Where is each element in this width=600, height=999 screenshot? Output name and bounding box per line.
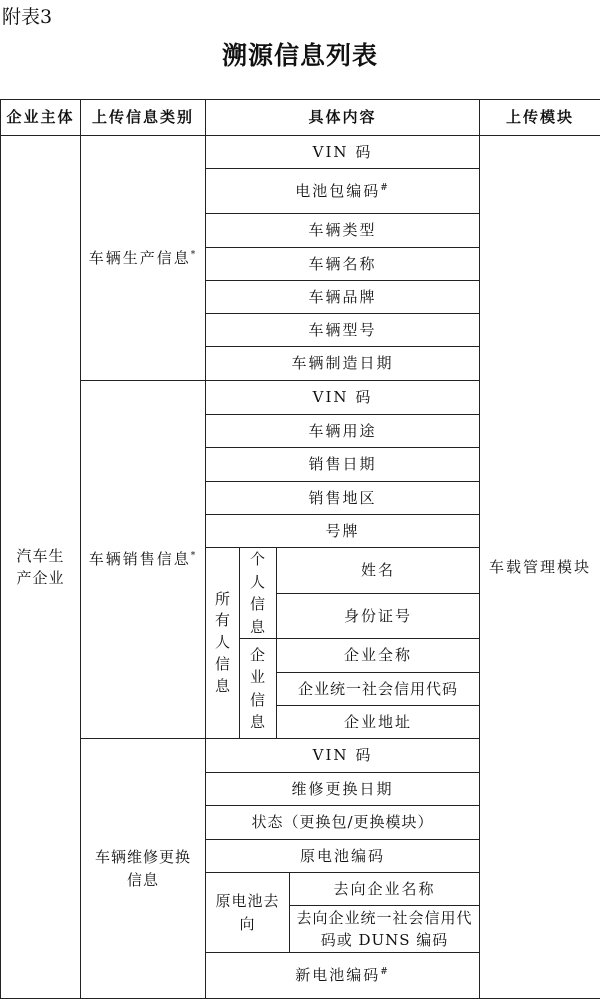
battery-pack-code-label: 电池包编码 bbox=[295, 182, 380, 200]
production-vehicle-type: 车辆类型 bbox=[206, 214, 480, 248]
category-sales bbox=[81, 381, 206, 739]
maintenance-old-code: 原电池编码 bbox=[206, 840, 480, 873]
sales-owner-name: 姓名 bbox=[277, 548, 480, 594]
maintenance-status: 状态（更换包/更换模块） bbox=[206, 806, 480, 840]
sales-credit-code: 企业统一社会信用代码 bbox=[277, 673, 480, 706]
new-code-label: 新电池编码 bbox=[295, 966, 380, 984]
entity-cell: 汽车生产企业 bbox=[1, 136, 81, 999]
header-module: 上传模块 bbox=[480, 100, 600, 136]
header-row bbox=[1, 100, 600, 136]
sales-date: 销售日期 bbox=[206, 448, 480, 482]
traceability-table bbox=[0, 99, 600, 999]
page-title: 溯源信息列表 bbox=[0, 36, 600, 72]
module-cell: 车载管理模块 bbox=[480, 136, 600, 999]
note-mark: # bbox=[380, 967, 390, 977]
production-manufacture-date: 车辆制造日期 bbox=[206, 347, 480, 381]
header-content: 具体内容 bbox=[206, 100, 480, 136]
maintenance-dest-code: 去向企业统一社会信用代码或 DUNS 编码 bbox=[290, 906, 480, 953]
category-maintenance: 车辆维修更换信息 bbox=[81, 739, 206, 999]
sales-region: 销售地区 bbox=[206, 482, 480, 515]
header-category: 上传信息类别 bbox=[81, 100, 206, 136]
category-production bbox=[81, 136, 206, 381]
destination-cell: 原电池去向 bbox=[206, 873, 290, 953]
sales-owner-id: 身份证号 bbox=[277, 593, 480, 639]
production-vehicle-brand: 车辆品牌 bbox=[206, 281, 480, 314]
owner-info-cell: 所有人信息 bbox=[206, 548, 240, 739]
production-battery-pack-code bbox=[206, 169, 480, 214]
header-entity: 企业主体 bbox=[1, 100, 81, 136]
required-mark: * bbox=[191, 551, 198, 561]
production-vehicle-name: 车辆名称 bbox=[206, 248, 480, 281]
company-info-cell: 企业信息 bbox=[240, 639, 277, 739]
sales-plate: 号牌 bbox=[206, 515, 480, 548]
maintenance-replace-date: 维修更换日期 bbox=[206, 773, 480, 806]
note-mark: # bbox=[380, 183, 390, 193]
sales-company-name: 企业全称 bbox=[277, 639, 480, 673]
maintenance-new-code bbox=[206, 953, 480, 999]
personal-info-cell: 个人信息 bbox=[240, 548, 277, 639]
appendix-label: 附表3 bbox=[2, 2, 52, 29]
sales-company-address: 企业地址 bbox=[277, 706, 480, 739]
maintenance-dest-company: 去向企业名称 bbox=[290, 873, 480, 906]
maintenance-vin: VIN 码 bbox=[206, 739, 480, 773]
category-production-label: 车辆生产信息 bbox=[89, 249, 191, 267]
sales-vin: VIN 码 bbox=[206, 381, 480, 415]
category-sales-label: 车辆销售信息 bbox=[89, 550, 191, 568]
production-vin: VIN 码 bbox=[206, 136, 480, 169]
sales-usage: 车辆用途 bbox=[206, 415, 480, 448]
production-vehicle-model: 车辆型号 bbox=[206, 314, 480, 347]
required-mark: * bbox=[191, 250, 198, 260]
